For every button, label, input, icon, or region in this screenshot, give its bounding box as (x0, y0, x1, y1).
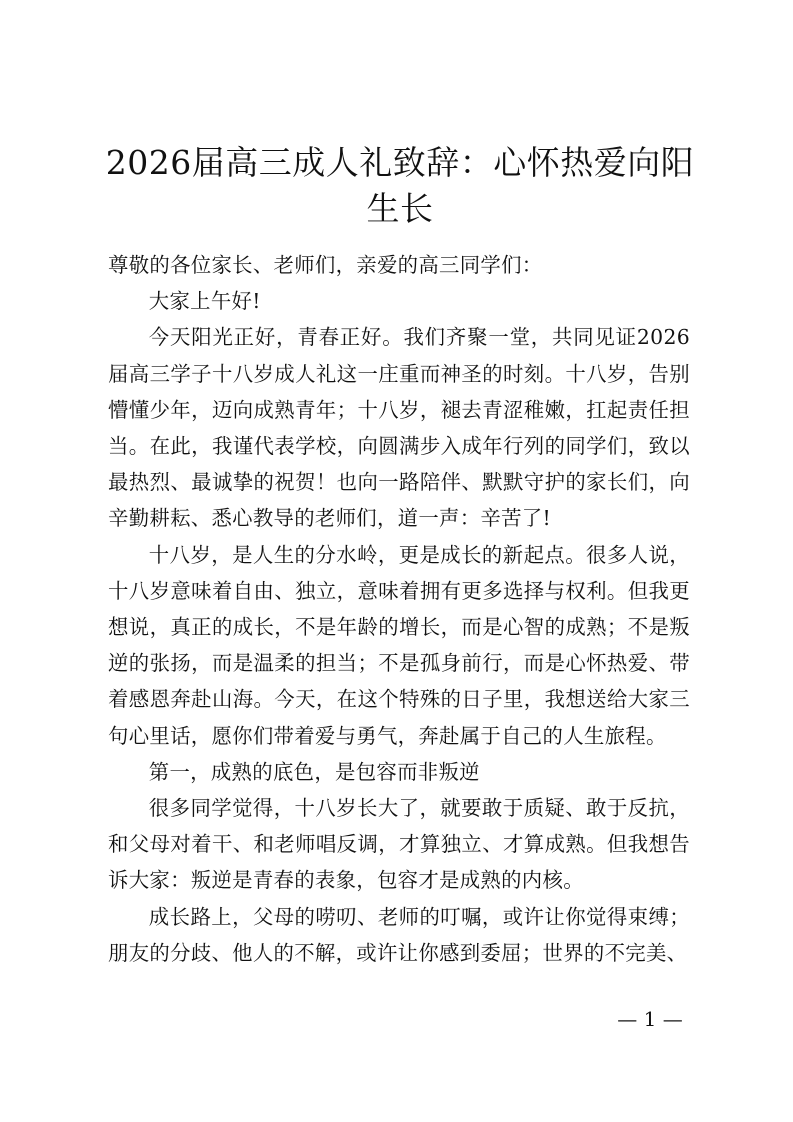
paragraph-eighteen: 十八岁，是人生的分水岭，更是成长的新起点。很多人说，十八岁意味着自由、独立，意味着拥有更多选择与权利。但我更想说，真正的成长，不是年龄的增长，而是心智的成熟；不是叛逆的张扬，而是温柔的担当；不是孤身前行，而是心怀热爱、带着感恩奔赴山海。今天，在这个特殊的日子里，我想送给大家三句心里话，愿你们带着爱与勇气，奔赴属于自己的人生旅程。 (108, 542, 690, 748)
paragraph-opening: 今天阳光正好，青春正好。我们齐聚一堂，共同见证2026届高三学子十八岁成人礼这一庄重而神圣的时刻。十八岁，告别懵懂少年，迈向成熟青年；十八岁，褪去青涩稚嫩，扛起责任担当。在此，我谨代表学校，向圆满步入成年行列的同学们，致以最热烈、最诚挚的祝贺！也向一路陪伴、默默守护的家长们，向辛勤耕耘、悉心教导的老师们，道一声：辛苦了! (108, 325, 690, 531)
paragraph-rebellion: 很多同学觉得，十八岁长大了，就要敢于质疑、敢于反抗，和父母对着干、和老师唱反调，才算独立、才算成熟。但我想告诉大家：叛逆是青春的表象，包容才是成熟的内核。 (108, 796, 690, 893)
section-heading-first: 第一，成熟的底色，是包容而非叛逆 (148, 759, 480, 784)
page-number: — 1 — (617, 1007, 683, 1031)
paragraph-greeting: 大家上午好! (148, 289, 261, 314)
salutation: 尊敬的各位家长、老师们，亲爱的高三同学们： (108, 253, 543, 277)
document-title: 2026届高三成人礼致辞：心怀热爱向阳生长 (105, 143, 695, 228)
paragraph-growth: 成长路上，父母的唠叨、老师的叮嘱，或许让你觉得束缚；朋友的分歧、他人的不解，或许让你感到委屈；世界的不完美、 (108, 904, 690, 965)
document-body (108, 247, 690, 971)
